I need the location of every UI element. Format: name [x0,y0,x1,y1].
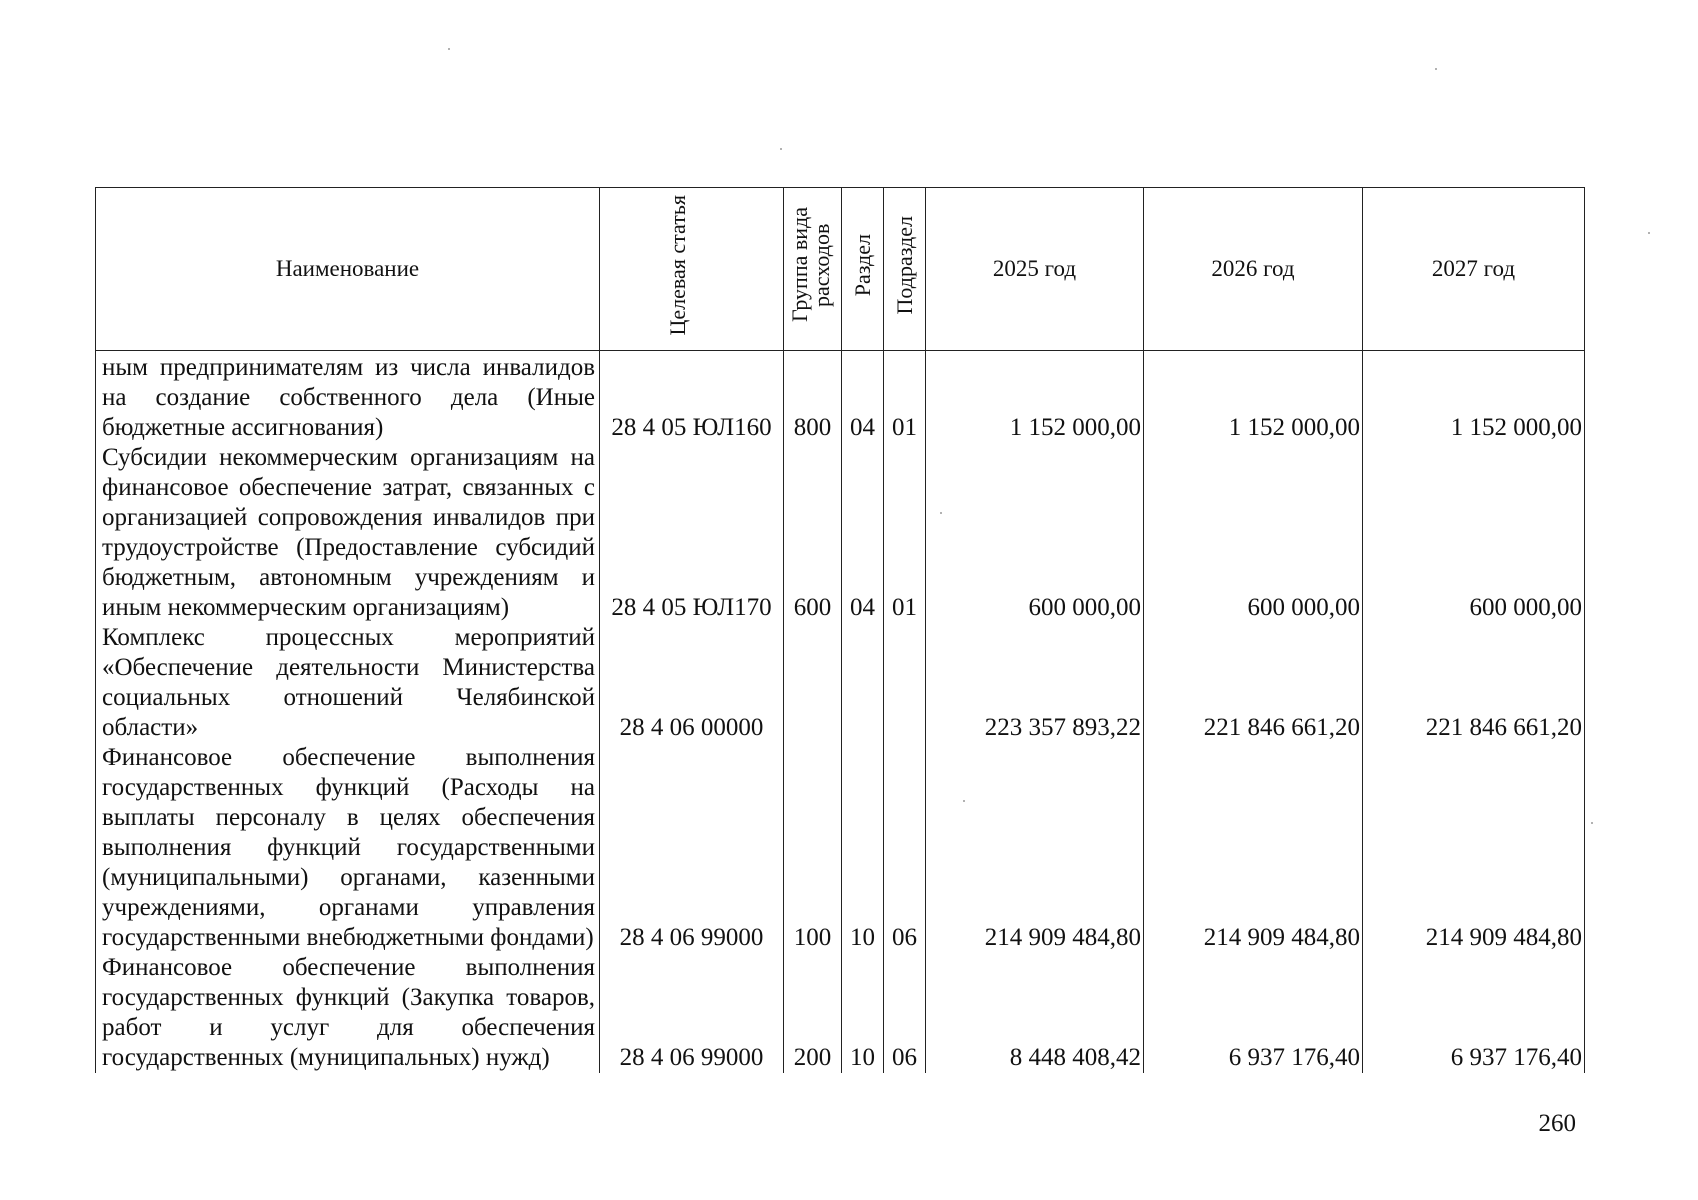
scan-speck [1435,68,1437,70]
row-subsection: 01 [884,351,926,444]
header-name: Наименование [96,188,600,351]
row-section: 04 [842,351,884,444]
header-expense-group: Группа вида расходов [784,188,842,351]
row-amount-2026: 221 846 661,20 [1144,623,1363,743]
row-target-article: 28 4 05 ЮЛ170 [600,443,784,623]
row-expense-group: 800 [784,351,842,444]
header-year-2026: 2026 год [1144,188,1363,351]
row-amount-2025: 1 152 000,00 [926,351,1144,444]
table-row [96,443,1585,623]
row-amount-2026: 6 937 176,40 [1144,953,1363,1073]
row-amount-2025: 223 357 893,22 [926,623,1144,743]
row-target-article: 28 4 05 ЮЛ160 [600,351,784,444]
row-expense-group: 600 [784,443,842,623]
header-year-2025: 2025 год [926,188,1144,351]
row-section: 04 [842,443,884,623]
scan-speck [448,48,450,50]
header-target-article: Целевая статья [600,188,784,351]
table-row [96,351,1585,444]
row-expense-group [784,623,842,743]
scan-speck [963,800,965,802]
scan-speck [1648,232,1650,234]
row-amount-2027: 1 152 000,00 [1363,351,1585,444]
row-amount-2027: 221 846 661,20 [1363,623,1585,743]
row-name: Комплекс процессных мероприятий «Обеспечение деятельности Министерства социальных отношений Челябинской области» [96,623,600,743]
row-name: ным предпринимателям из числа инвалидов на создание собственного дела (Иные бюджетные ассигнования) [96,351,600,444]
row-section: 10 [842,743,884,953]
row-amount-2026: 600 000,00 [1144,443,1363,623]
table-row [96,623,1585,743]
row-amount-2025: 8 448 408,42 [926,953,1144,1073]
table-row [96,953,1585,1073]
row-amount-2026: 1 152 000,00 [1144,351,1363,444]
row-section: 10 [842,953,884,1073]
table-row [96,743,1585,953]
scan-speck [780,148,782,150]
scan-speck [1591,822,1593,824]
header-year-2027: 2027 год [1363,188,1585,351]
header-section: Раздел [842,188,884,351]
row-expense-group: 100 [784,743,842,953]
header-subsection: Подраздел [884,188,926,351]
row-subsection: 01 [884,443,926,623]
row-amount-2026: 214 909 484,80 [1144,743,1363,953]
row-section [842,623,884,743]
row-amount-2027: 600 000,00 [1363,443,1585,623]
row-subsection [884,623,926,743]
budget-table [95,187,1585,1073]
row-amount-2025: 600 000,00 [926,443,1144,623]
row-amount-2027: 214 909 484,80 [1363,743,1585,953]
row-name: Финансовое обеспечение выполнения государственных функций (Закупка товаров, работ и услуг для обеспечения государственных (муниципальных) нужд) [96,953,600,1073]
row-target-article: 28 4 06 00000 [600,623,784,743]
row-name: Финансовое обеспечение выполнения государственных функций (Расходы на выплаты персоналу в целях обеспечения выполнения функций государственными (муниципальными) органами, казенными учреждениями, органами управления государственными внебюджетными фондами) [96,743,600,953]
row-amount-2027: 6 937 176,40 [1363,953,1585,1073]
page-number: 260 [1538,1110,1576,1137]
row-amount-2025: 214 909 484,80 [926,743,1144,953]
table-header [96,188,1585,351]
scan-speck [940,512,942,514]
row-subsection: 06 [884,953,926,1073]
row-name: Субсидии некоммерческим организациям на финансовое обеспечение затрат, связанных с организацией сопровождения инвалидов при трудоустройстве (Предоставление субсидий бюджетным, автономным учреждениям и иным некоммерческим организациям) [96,443,600,623]
row-target-article: 28 4 06 99000 [600,743,784,953]
table-body [96,351,1585,1074]
row-target-article: 28 4 06 99000 [600,953,784,1073]
row-subsection: 06 [884,743,926,953]
row-expense-group: 200 [784,953,842,1073]
